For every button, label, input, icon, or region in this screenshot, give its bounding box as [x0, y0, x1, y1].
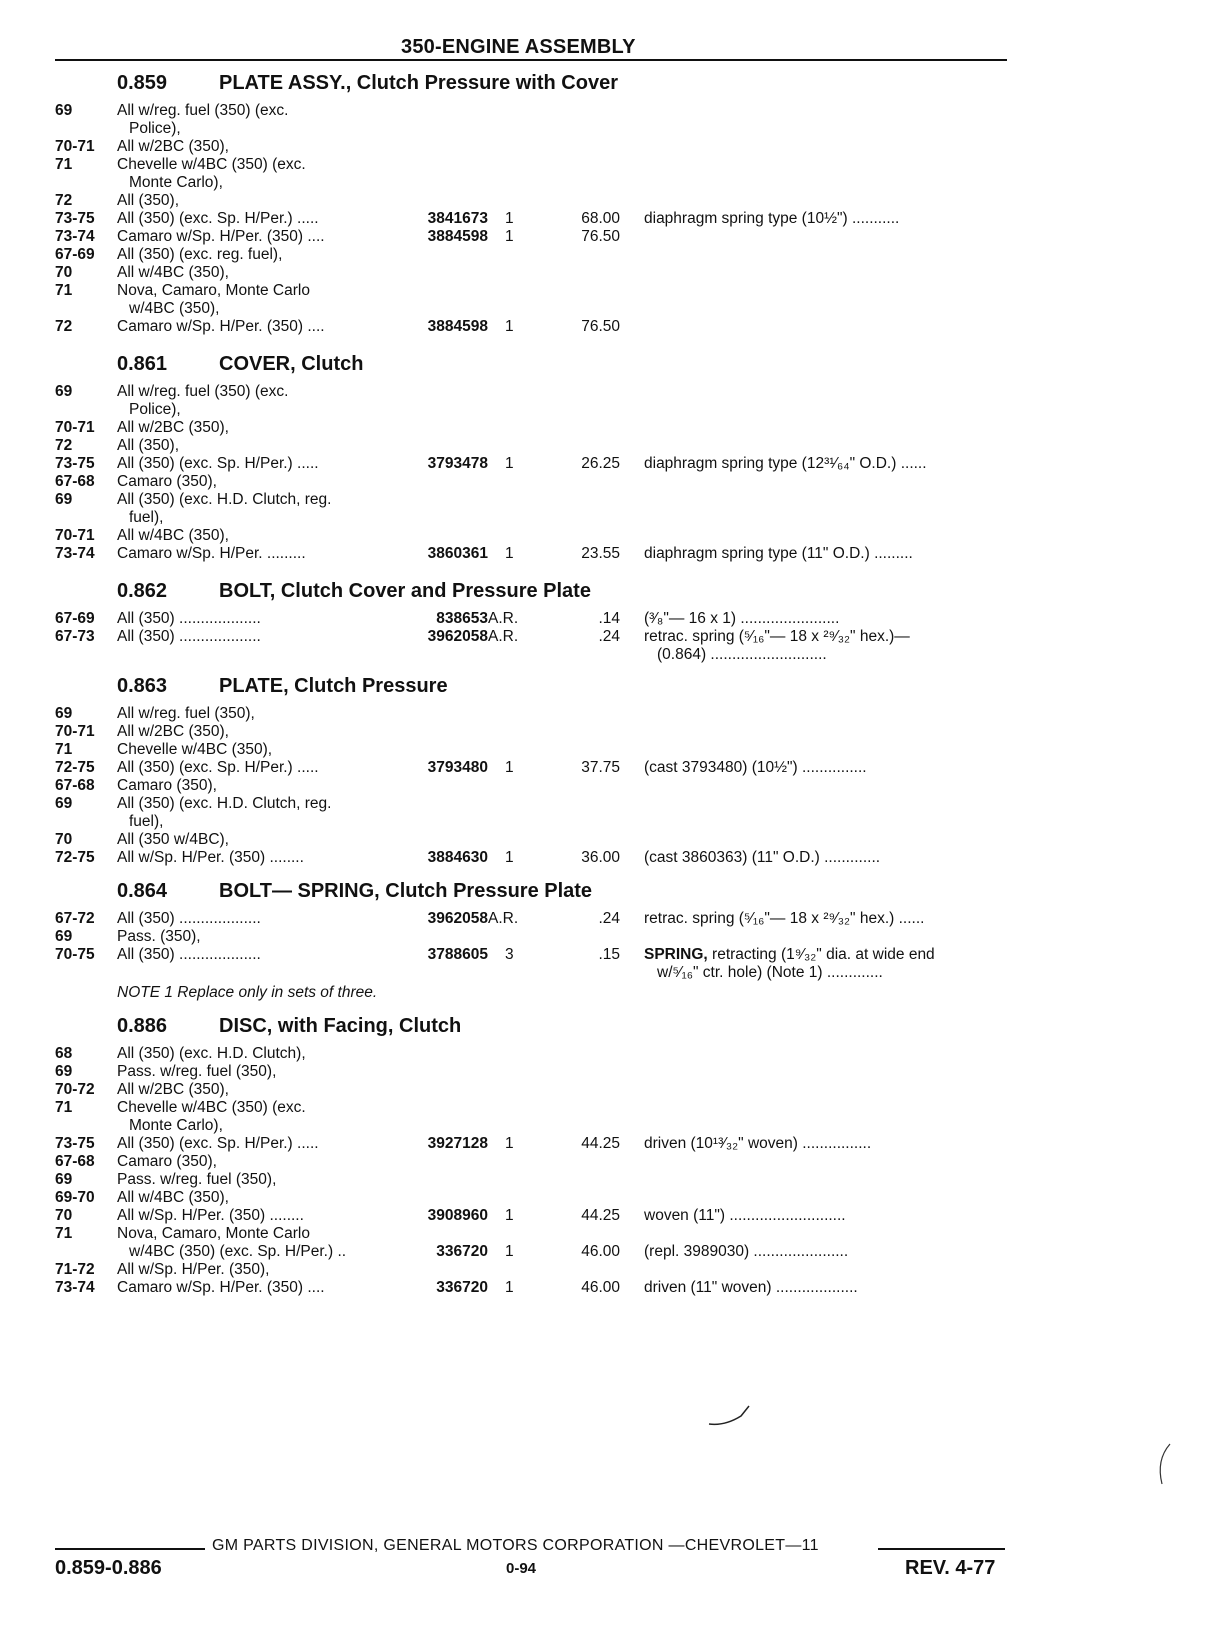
page-title: 350-ENGINE ASSEMBLY — [401, 36, 636, 58]
price: 68.00 — [581, 210, 620, 227]
catalog-row — [0, 491, 1227, 509]
price: 23.55 — [581, 545, 620, 562]
section-0-859 — [0, 72, 1227, 100]
model-year: 73-74 — [55, 228, 95, 245]
part-number: 3793480 — [427, 759, 488, 776]
catalog-row — [0, 300, 1227, 318]
section-number: 0.861 — [117, 353, 168, 375]
application-description: All (350 w/4BC), — [117, 831, 229, 848]
part-note — [644, 545, 913, 563]
model-year: 72 — [55, 318, 73, 335]
section-title: BOLT, Clutch Cover and Pressure Plate — [219, 580, 591, 602]
catalog-row — [0, 282, 1227, 300]
part-note — [644, 1207, 846, 1225]
section-title: PLATE, Clutch Pressure — [219, 675, 448, 697]
application-description: Police), — [129, 401, 181, 418]
application-description: All (350) (exc. H.D. Clutch), — [117, 1045, 306, 1062]
model-year: 71 — [55, 741, 73, 758]
model-year: 72-75 — [55, 849, 95, 866]
catalog-row — [0, 849, 1227, 867]
part-note — [644, 1243, 848, 1261]
quantity: 1 — [505, 1279, 514, 1296]
application-description: All (350) (exc. reg. fuel), — [117, 246, 283, 263]
catalog-row — [0, 228, 1227, 246]
application-description: Nova, Camaro, Monte Carlo — [117, 282, 310, 299]
part-note — [644, 1279, 858, 1297]
catalog-row — [0, 741, 1227, 759]
part-number: 3788605 — [427, 946, 488, 963]
catalog-row — [0, 723, 1227, 741]
part-note-text: driven (10¹³⁄₃₂" woven) ................ — [644, 1135, 872, 1152]
part-note — [644, 759, 867, 777]
section-number: 0.864 — [117, 880, 168, 902]
model-year: 71-72 — [55, 1261, 95, 1278]
application-description: All w/2BC (350), — [117, 419, 229, 436]
model-year: 67-72 — [55, 910, 95, 927]
application-description: Nova, Camaro, Monte Carlo — [117, 1225, 310, 1242]
part-number: 3962058 — [427, 628, 488, 645]
catalog-row — [0, 473, 1227, 491]
model-year: 70-71 — [55, 527, 95, 544]
application-description: Chevelle w/4BC (350) (exc. — [117, 156, 306, 173]
application-description: All w/4BC (350), — [117, 264, 229, 281]
catalog-row — [0, 646, 1227, 664]
catalog-row — [0, 1153, 1227, 1171]
application-description: All w/reg. fuel (350) (exc. — [117, 102, 289, 119]
catalog-row — [0, 610, 1227, 628]
catalog-row — [0, 545, 1227, 563]
model-year: 71 — [55, 1099, 73, 1116]
application-description: Chevelle w/4BC (350), — [117, 741, 273, 758]
catalog-row — [0, 1117, 1227, 1135]
catalog-row — [0, 437, 1227, 455]
application-description: All (350) ................... — [117, 610, 261, 627]
price: 44.25 — [581, 1207, 620, 1224]
quantity: 1 — [505, 759, 514, 776]
part-number: 3793478 — [427, 455, 488, 472]
quantity: A.R. — [488, 910, 519, 927]
catalog-row — [0, 192, 1227, 210]
part-note-text: driven (11" woven) ................... — [644, 1279, 858, 1296]
application-description: All w/2BC (350), — [117, 1081, 229, 1098]
catalog-row — [0, 1189, 1227, 1207]
price: 46.00 — [581, 1279, 620, 1296]
catalog-row — [0, 401, 1227, 419]
application-description: Camaro w/Sp. H/Per. (350) .... — [117, 228, 325, 245]
part-note-text: (³⁄₈"— 16 x 1) ....................... — [644, 610, 840, 627]
quantity: A.R. — [488, 628, 519, 645]
price: .15 — [598, 946, 620, 963]
price: 26.25 — [581, 455, 620, 472]
section-number: 0.863 — [117, 675, 168, 697]
part-number: 336720 — [436, 1243, 488, 1260]
catalog-row — [0, 383, 1227, 401]
part-note — [644, 455, 927, 473]
model-year: 72 — [55, 437, 73, 454]
application-description: Camaro (350), — [117, 473, 217, 490]
catalog-row — [0, 813, 1227, 831]
model-year: 70-71 — [55, 138, 95, 155]
part-note-text: diaphragm spring type (12³¹⁄₆₄" O.D.) ...... — [644, 455, 927, 472]
quantity: 1 — [505, 1207, 514, 1224]
application-description: All w/Sp. H/Per. (350), — [117, 1261, 270, 1278]
part-number: 3927128 — [427, 1135, 488, 1152]
application-description: All w/reg. fuel (350) (exc. — [117, 383, 289, 400]
model-year: 73-75 — [55, 455, 95, 472]
application-description: Chevelle w/4BC (350) (exc. — [117, 1099, 306, 1116]
model-year: 70-75 — [55, 946, 95, 963]
price: 46.00 — [581, 1243, 620, 1260]
part-note — [644, 849, 880, 867]
part-note — [644, 210, 899, 228]
application-description: Pass. (350), — [117, 928, 201, 945]
price: .24 — [598, 910, 620, 927]
part-number: 3884598 — [427, 318, 488, 335]
price: 76.50 — [581, 318, 620, 335]
model-year: 69 — [55, 383, 73, 400]
catalog-row — [0, 264, 1227, 282]
application-description: Pass. w/reg. fuel (350), — [117, 1171, 277, 1188]
price: 36.00 — [581, 849, 620, 866]
catalog-row — [0, 1081, 1227, 1099]
price: 76.50 — [581, 228, 620, 245]
model-year: 68 — [55, 1045, 73, 1062]
quantity: 1 — [505, 1243, 514, 1260]
part-note-bold: SPRING, — [644, 946, 708, 963]
pen-mark — [705, 1400, 755, 1430]
catalog-row — [0, 1099, 1227, 1117]
model-year: 73-75 — [55, 210, 95, 227]
application-description: fuel), — [129, 813, 164, 830]
part-note — [657, 964, 883, 982]
part-note-text: woven (11") ........................... — [644, 1207, 846, 1224]
model-year: 67-68 — [55, 1153, 95, 1170]
model-year: 71 — [55, 1225, 73, 1242]
part-note — [657, 646, 827, 664]
part-note-text: w/⁵⁄₁₆" ctr. hole) (Note 1) ............. — [657, 964, 883, 981]
catalog-row — [0, 1207, 1227, 1225]
application-description: All (350), — [117, 192, 180, 209]
section-number: 0.862 — [117, 580, 168, 602]
part-number: 3908960 — [427, 1207, 488, 1224]
application-description: w/4BC (350) (exc. Sp. H/Per.) .. — [129, 1243, 347, 1260]
model-year: 69 — [55, 928, 73, 945]
footer-revision: REV. 4-77 — [905, 1557, 996, 1579]
catalog-row — [0, 156, 1227, 174]
part-number: 3841673 — [427, 210, 488, 227]
model-year: 69 — [55, 1171, 73, 1188]
model-year: 69 — [55, 1063, 73, 1080]
part-note — [644, 946, 935, 964]
catalog-row — [0, 928, 1227, 946]
application-description: Camaro (350), — [117, 1153, 217, 1170]
model-year: 72-75 — [55, 759, 95, 776]
model-year: 70 — [55, 264, 73, 281]
application-description: Police), — [129, 120, 181, 137]
application-description: All w/Sp. H/Per. (350) ........ — [117, 1207, 304, 1224]
section-0-862 — [0, 580, 1227, 608]
price: 37.75 — [581, 759, 620, 776]
quantity: 1 — [505, 210, 514, 227]
model-year: 69 — [55, 491, 73, 508]
part-note-text: diaphragm spring type (11" O.D.) ......... — [644, 545, 913, 562]
part-number: 3962058 — [427, 910, 488, 927]
catalog-row — [0, 509, 1227, 527]
model-year: 72 — [55, 192, 73, 209]
quantity: 1 — [505, 849, 514, 866]
quantity: 1 — [505, 228, 514, 245]
section-title: PLATE ASSY., Clutch Pressure with Cover — [219, 72, 618, 94]
catalog-row — [0, 102, 1227, 120]
section-title: BOLT— SPRING, Clutch Pressure Plate — [219, 880, 593, 902]
application-description: Camaro w/Sp. H/Per. (350) .... — [117, 1279, 325, 1296]
section-footnote: NOTE 1 Replace only in sets of three. — [117, 984, 378, 1001]
part-note-text: diaphragm spring type (10½") ........... — [644, 210, 900, 227]
catalog-row — [0, 831, 1227, 849]
model-year: 70-72 — [55, 1081, 95, 1098]
catalog-row — [0, 455, 1227, 473]
quantity: 1 — [505, 455, 514, 472]
catalog-row — [0, 1279, 1227, 1297]
footer-divider-right — [878, 1548, 1005, 1550]
catalog-row — [0, 910, 1227, 928]
application-description: All (350) (exc. H.D. Clutch, reg. — [117, 491, 332, 508]
application-description: Camaro (350), — [117, 777, 217, 794]
catalog-row — [0, 1261, 1227, 1279]
header-divider — [55, 59, 1007, 61]
part-note — [644, 1135, 871, 1153]
model-year: 69 — [55, 795, 73, 812]
application-description: All (350) ................... — [117, 910, 261, 927]
catalog-row — [0, 1171, 1227, 1189]
part-number: 336720 — [436, 1279, 488, 1296]
catalog-row — [0, 318, 1227, 336]
catalog-row — [0, 964, 1227, 982]
catalog-row — [0, 138, 1227, 156]
model-year: 67-68 — [55, 777, 95, 794]
model-year: 71 — [55, 282, 73, 299]
application-description: All (350) (exc. Sp. H/Per.) ..... — [117, 455, 319, 472]
part-note — [644, 910, 924, 928]
application-description: w/4BC (350), — [129, 300, 220, 317]
catalog-row — [0, 174, 1227, 192]
part-note-text: (cast 3793480) (10½") ............... — [644, 759, 867, 776]
catalog-row — [0, 120, 1227, 138]
application-description: Camaro w/Sp. H/Per. ......... — [117, 545, 306, 562]
section-0-864 — [0, 880, 1227, 908]
section-number: 0.859 — [117, 72, 168, 94]
catalog-row — [0, 419, 1227, 437]
part-note — [644, 628, 910, 646]
price: .24 — [598, 628, 620, 645]
quantity: 1 — [505, 545, 514, 562]
footer-divider-left — [55, 1548, 205, 1550]
price: 44.25 — [581, 1135, 620, 1152]
footer-page-number: 0-94 — [506, 1560, 537, 1577]
quantity: 1 — [505, 318, 514, 335]
model-year: 69 — [55, 102, 73, 119]
model-year: 67-73 — [55, 628, 95, 645]
catalog-row — [0, 795, 1227, 813]
part-note-text: retracting (1⁹⁄₃₂" dia. at wide end — [707, 946, 935, 963]
catalog-row — [0, 210, 1227, 228]
application-description: All (350), — [117, 437, 180, 454]
catalog-row — [0, 705, 1227, 723]
footer-range: 0.859-0.886 — [55, 1557, 162, 1579]
model-year: 67-68 — [55, 473, 95, 490]
model-year: 73-74 — [55, 1279, 95, 1296]
application-description: All w/reg. fuel (350), — [117, 705, 255, 722]
application-description: fuel), — [129, 509, 164, 526]
application-description: All w/2BC (350), — [117, 138, 229, 155]
section-0-863 — [0, 675, 1227, 703]
price: .14 — [598, 610, 620, 627]
part-number: 838653 — [436, 610, 488, 627]
footer-publisher: GM PARTS DIVISION, GENERAL MOTORS CORPORATION —CHEVROLET—11 — [212, 1537, 819, 1554]
application-description: Monte Carlo), — [129, 174, 223, 191]
section-title: COVER, Clutch — [219, 353, 364, 375]
model-year: 70-71 — [55, 419, 95, 436]
model-year: 69-70 — [55, 1189, 95, 1206]
model-year: 73-75 — [55, 1135, 95, 1152]
part-note-text: (cast 3860363) (11" O.D.) ............. — [644, 849, 881, 866]
quantity: 3 — [505, 946, 514, 963]
model-year: 67-69 — [55, 246, 95, 263]
catalog-row — [0, 1243, 1227, 1261]
catalog-row — [0, 946, 1227, 964]
catalog-row — [0, 527, 1227, 545]
application-description: All w/4BC (350), — [117, 527, 229, 544]
application-description: All (350) ................... — [117, 628, 261, 645]
section-0-861 — [0, 353, 1227, 381]
application-description: All (350) ................... — [117, 946, 261, 963]
section-title: DISC, with Facing, Clutch — [219, 1015, 462, 1037]
part-number: 3884630 — [427, 849, 488, 866]
part-note-text: retrac. spring (⁵⁄₁₆"— 18 x ²⁹⁄₃₂" hex.) ...... — [644, 910, 925, 927]
part-note-text: (repl. 3989030) ...................... — [644, 1243, 849, 1260]
application-description: All (350) (exc. Sp. H/Per.) ..... — [117, 210, 319, 227]
catalog-row — [0, 1045, 1227, 1063]
catalog-row — [0, 628, 1227, 646]
application-description: All (350) (exc. Sp. H/Per.) ..... — [117, 759, 319, 776]
catalog-row — [0, 246, 1227, 264]
part-note — [644, 610, 839, 628]
application-description: All w/2BC (350), — [117, 723, 229, 740]
model-year: 69 — [55, 705, 73, 722]
model-year: 67-69 — [55, 610, 95, 627]
application-description: Pass. w/reg. fuel (350), — [117, 1063, 277, 1080]
section-0-886 — [0, 1015, 1227, 1043]
application-description: All (350) (exc. Sp. H/Per.) ..... — [117, 1135, 319, 1152]
catalog-row — [0, 1063, 1227, 1081]
catalog-row — [0, 1225, 1227, 1243]
application-description: All (350) (exc. H.D. Clutch, reg. — [117, 795, 332, 812]
catalog-row — [0, 1135, 1227, 1153]
application-description: All w/Sp. H/Per. (350) ........ — [117, 849, 304, 866]
application-description: Monte Carlo), — [129, 1117, 223, 1134]
model-year: 70 — [55, 831, 73, 848]
part-number: 3884598 — [427, 228, 488, 245]
model-year: 71 — [55, 156, 73, 173]
application-description: Camaro w/Sp. H/Per. (350) .... — [117, 318, 325, 335]
catalog-row — [0, 777, 1227, 795]
edge-mark — [1150, 1440, 1180, 1510]
part-number: 3860361 — [427, 545, 488, 562]
model-year: 70 — [55, 1207, 73, 1224]
model-year: 73-74 — [55, 545, 95, 562]
application-description: All w/4BC (350), — [117, 1189, 229, 1206]
part-note-text: (0.864) ........................... — [657, 646, 827, 663]
part-note-text: retrac. spring (⁵⁄₁₆"— 18 x ²⁹⁄₃₂" hex.)— — [644, 628, 910, 645]
section-number: 0.886 — [117, 1015, 168, 1037]
catalog-row — [0, 759, 1227, 777]
model-year: 70-71 — [55, 723, 95, 740]
quantity: A.R. — [488, 610, 519, 627]
quantity: 1 — [505, 1135, 514, 1152]
